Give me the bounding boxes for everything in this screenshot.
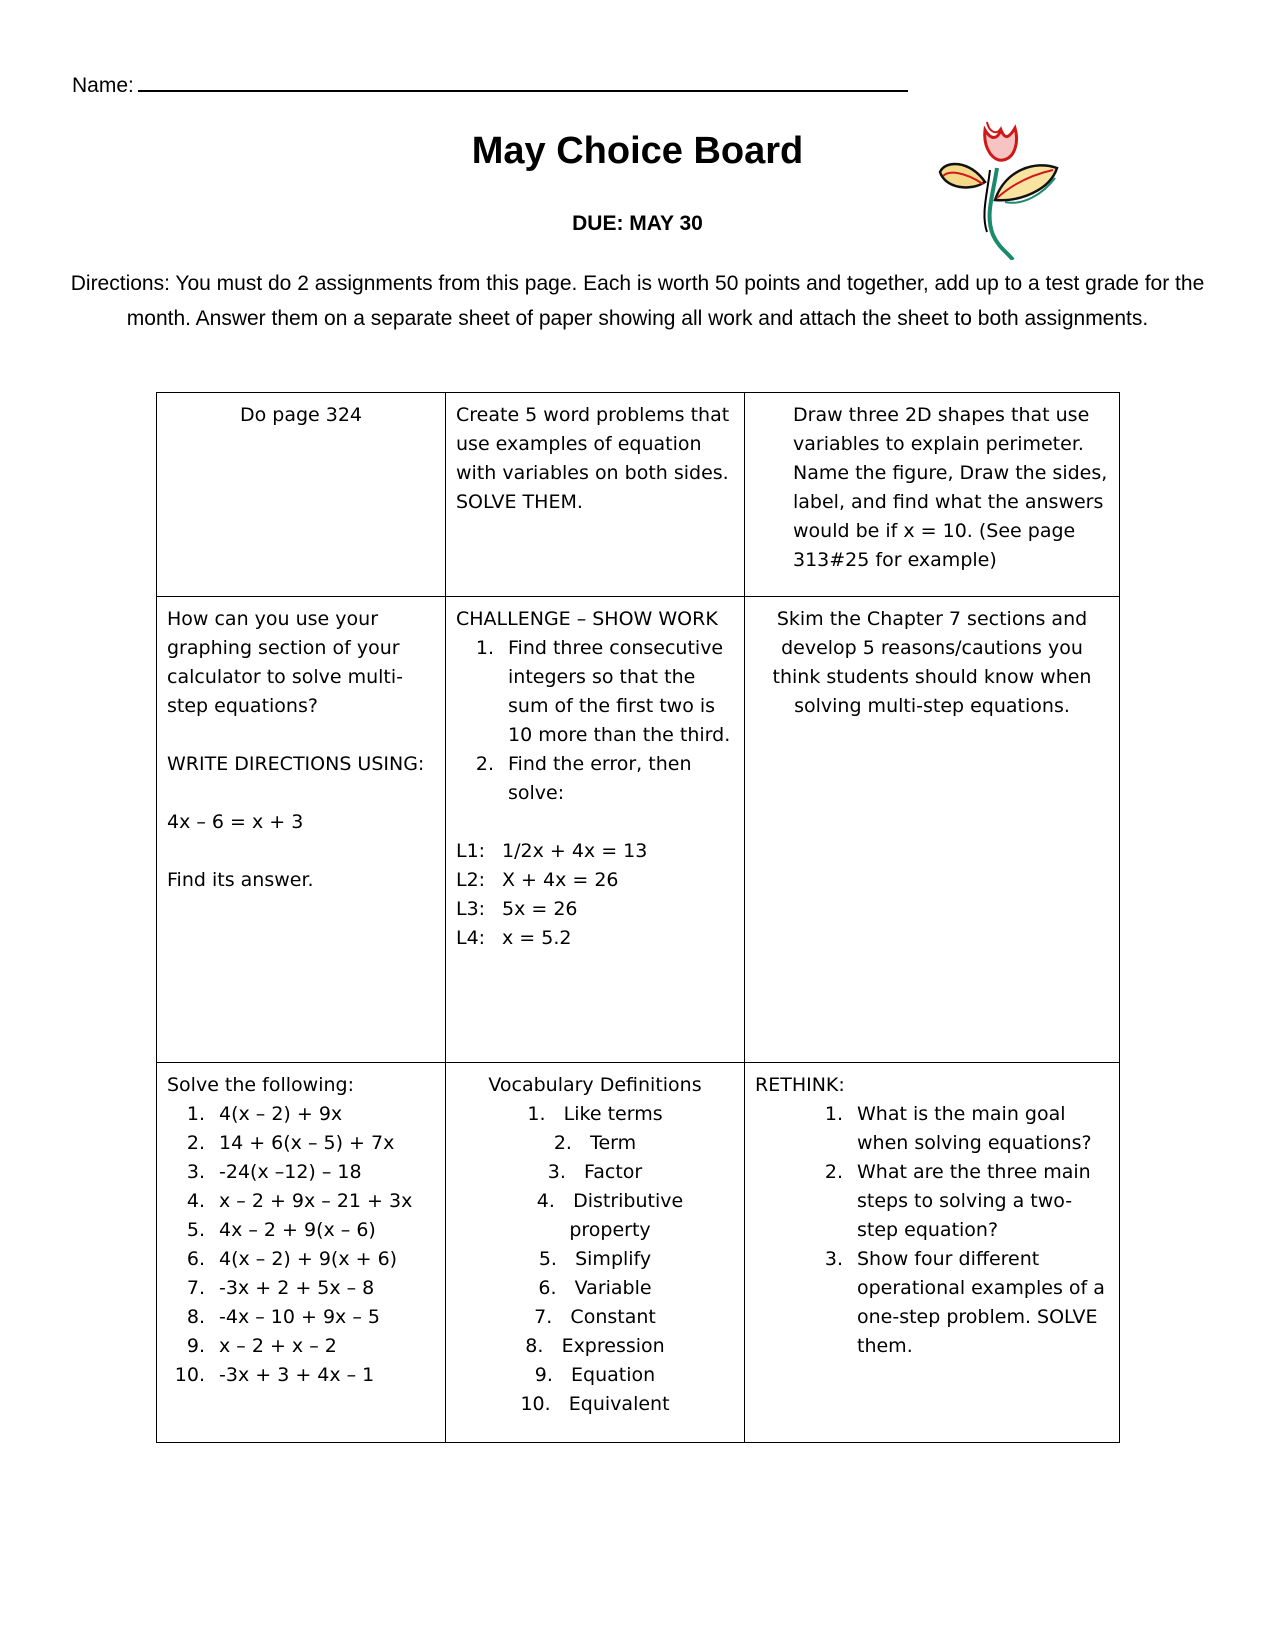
list-item: 10. Equivalent <box>520 1393 670 1415</box>
list-item: 1. Like terms <box>527 1103 663 1125</box>
vocabulary-heading: Vocabulary Definitions <box>488 1074 702 1096</box>
list-item: 1. Find three consecutive integers so that the sum of the first two is 10 more than the third. <box>475 637 731 746</box>
rethink-heading: RETHINK: <box>755 1074 845 1096</box>
board-cell-r1c3 <box>745 393 1120 597</box>
error-line: L1: 1/2x + 4x = 13 <box>456 840 648 862</box>
list-item: 2. Find the error, then solve: <box>475 753 692 804</box>
list-item: 7. Constant <box>534 1306 656 1328</box>
error-line: L2: X + 4x = 26 <box>456 869 619 891</box>
solve-list <box>167 1100 435 1390</box>
due-date: DUE: MAY 30 <box>572 212 703 235</box>
page-title: May Choice Board <box>471 130 804 172</box>
cell-text: Draw three 2D shapes that use variables to explain perimeter. Name the figure, Draw the sides, label, and find what the answers would be if x = 10. (See page 313#25 for example) <box>793 404 1108 571</box>
board-cell-r3c2 <box>446 1063 745 1443</box>
list-item: 4. Distributive property <box>536 1190 684 1241</box>
directions-text: Directions: You must do 2 assignments from this page. Each is worth 50 points and together, add up to a test grade for the month. Answer them on a separate sheet of paper showing all work and attach the sheet to both assignments. <box>70 272 1205 330</box>
equation-text: 4x – 6 = x + 3 <box>167 811 304 833</box>
list-item: 4. x – 2 + 9x – 21 + 3x <box>186 1190 413 1212</box>
board-cell-r1c1 <box>157 393 446 597</box>
board-row-2 <box>157 597 1120 1063</box>
list-item: 8. -4x – 10 + 9x – 5 <box>186 1306 380 1328</box>
cell-text: Skim the Chapter 7 sections and develop 5 reasons/cautions you think students should know when solving multi-step equations. <box>772 608 1092 717</box>
board-cell-r2c3 <box>745 597 1120 1063</box>
name-blank-line <box>138 72 908 92</box>
list-item: 3. Factor <box>547 1161 643 1183</box>
list-item: 9. x – 2 + x – 2 <box>186 1335 337 1357</box>
board-row-3 <box>157 1063 1120 1443</box>
list-item: 8. Expression <box>525 1335 665 1357</box>
list-item: 7. -3x + 2 + 5x – 8 <box>186 1277 375 1299</box>
list-item: 10. -3x + 3 + 4x – 1 <box>174 1364 375 1386</box>
list-item: 5. 4x – 2 + 9(x – 6) <box>186 1219 376 1241</box>
board-cell-r2c2 <box>446 597 745 1063</box>
calculator-question: How can you use your graphing section of your calculator to solve multi-step equations? <box>167 608 404 717</box>
cell-text: Create 5 word problems that use examples of equation with variables on both sides. SOLVE THEM. <box>456 404 730 513</box>
challenge-heading: CHALLENGE – SHOW WORK <box>456 608 718 630</box>
cell-text: Do page 324 <box>239 404 363 426</box>
list-item: 1. What is the main goal when solving equations? <box>824 1103 1092 1154</box>
board-cell-r2c1 <box>157 597 446 1063</box>
tulip-flower-icon <box>935 110 1060 260</box>
challenge-list <box>456 634 734 808</box>
error-line: L4: x = 5.2 <box>456 927 572 949</box>
board-cell-r3c1 <box>157 1063 446 1443</box>
board-row-1 <box>157 393 1120 597</box>
name-label: Name: <box>72 74 134 97</box>
list-item: 2. 14 + 6(x – 5) + 7x <box>186 1132 395 1154</box>
choice-board-table <box>156 392 1120 1443</box>
list-item: 9. Equation <box>534 1364 656 1386</box>
list-item: 6. Variable <box>538 1277 652 1299</box>
list-item: 5. Simplify <box>538 1248 652 1270</box>
list-item: 3. Show four different operational examples of a one-step problem. SOLVE them. <box>824 1248 1105 1357</box>
write-directions-text: WRITE DIRECTIONS USING: <box>167 753 425 775</box>
solve-heading: Solve the following: <box>167 1074 354 1096</box>
name-field <box>72 72 908 98</box>
list-item: 3. -24(x –12) – 18 <box>186 1161 362 1183</box>
board-cell-r1c2 <box>446 393 745 597</box>
rethink-list <box>755 1100 1109 1361</box>
vocabulary-list <box>456 1100 734 1419</box>
error-line: L3: 5x = 26 <box>456 898 578 920</box>
board-cell-r3c3 <box>745 1063 1120 1443</box>
list-item: 6. 4(x – 2) + 9(x + 6) <box>186 1248 398 1270</box>
list-item: 2. Term <box>553 1132 637 1154</box>
list-item: 1. 4(x – 2) + 9x <box>186 1103 343 1125</box>
list-item: 2. What are the three main steps to solving a two-step equation? <box>824 1161 1091 1241</box>
find-answer-text: Find its answer. <box>167 869 314 891</box>
